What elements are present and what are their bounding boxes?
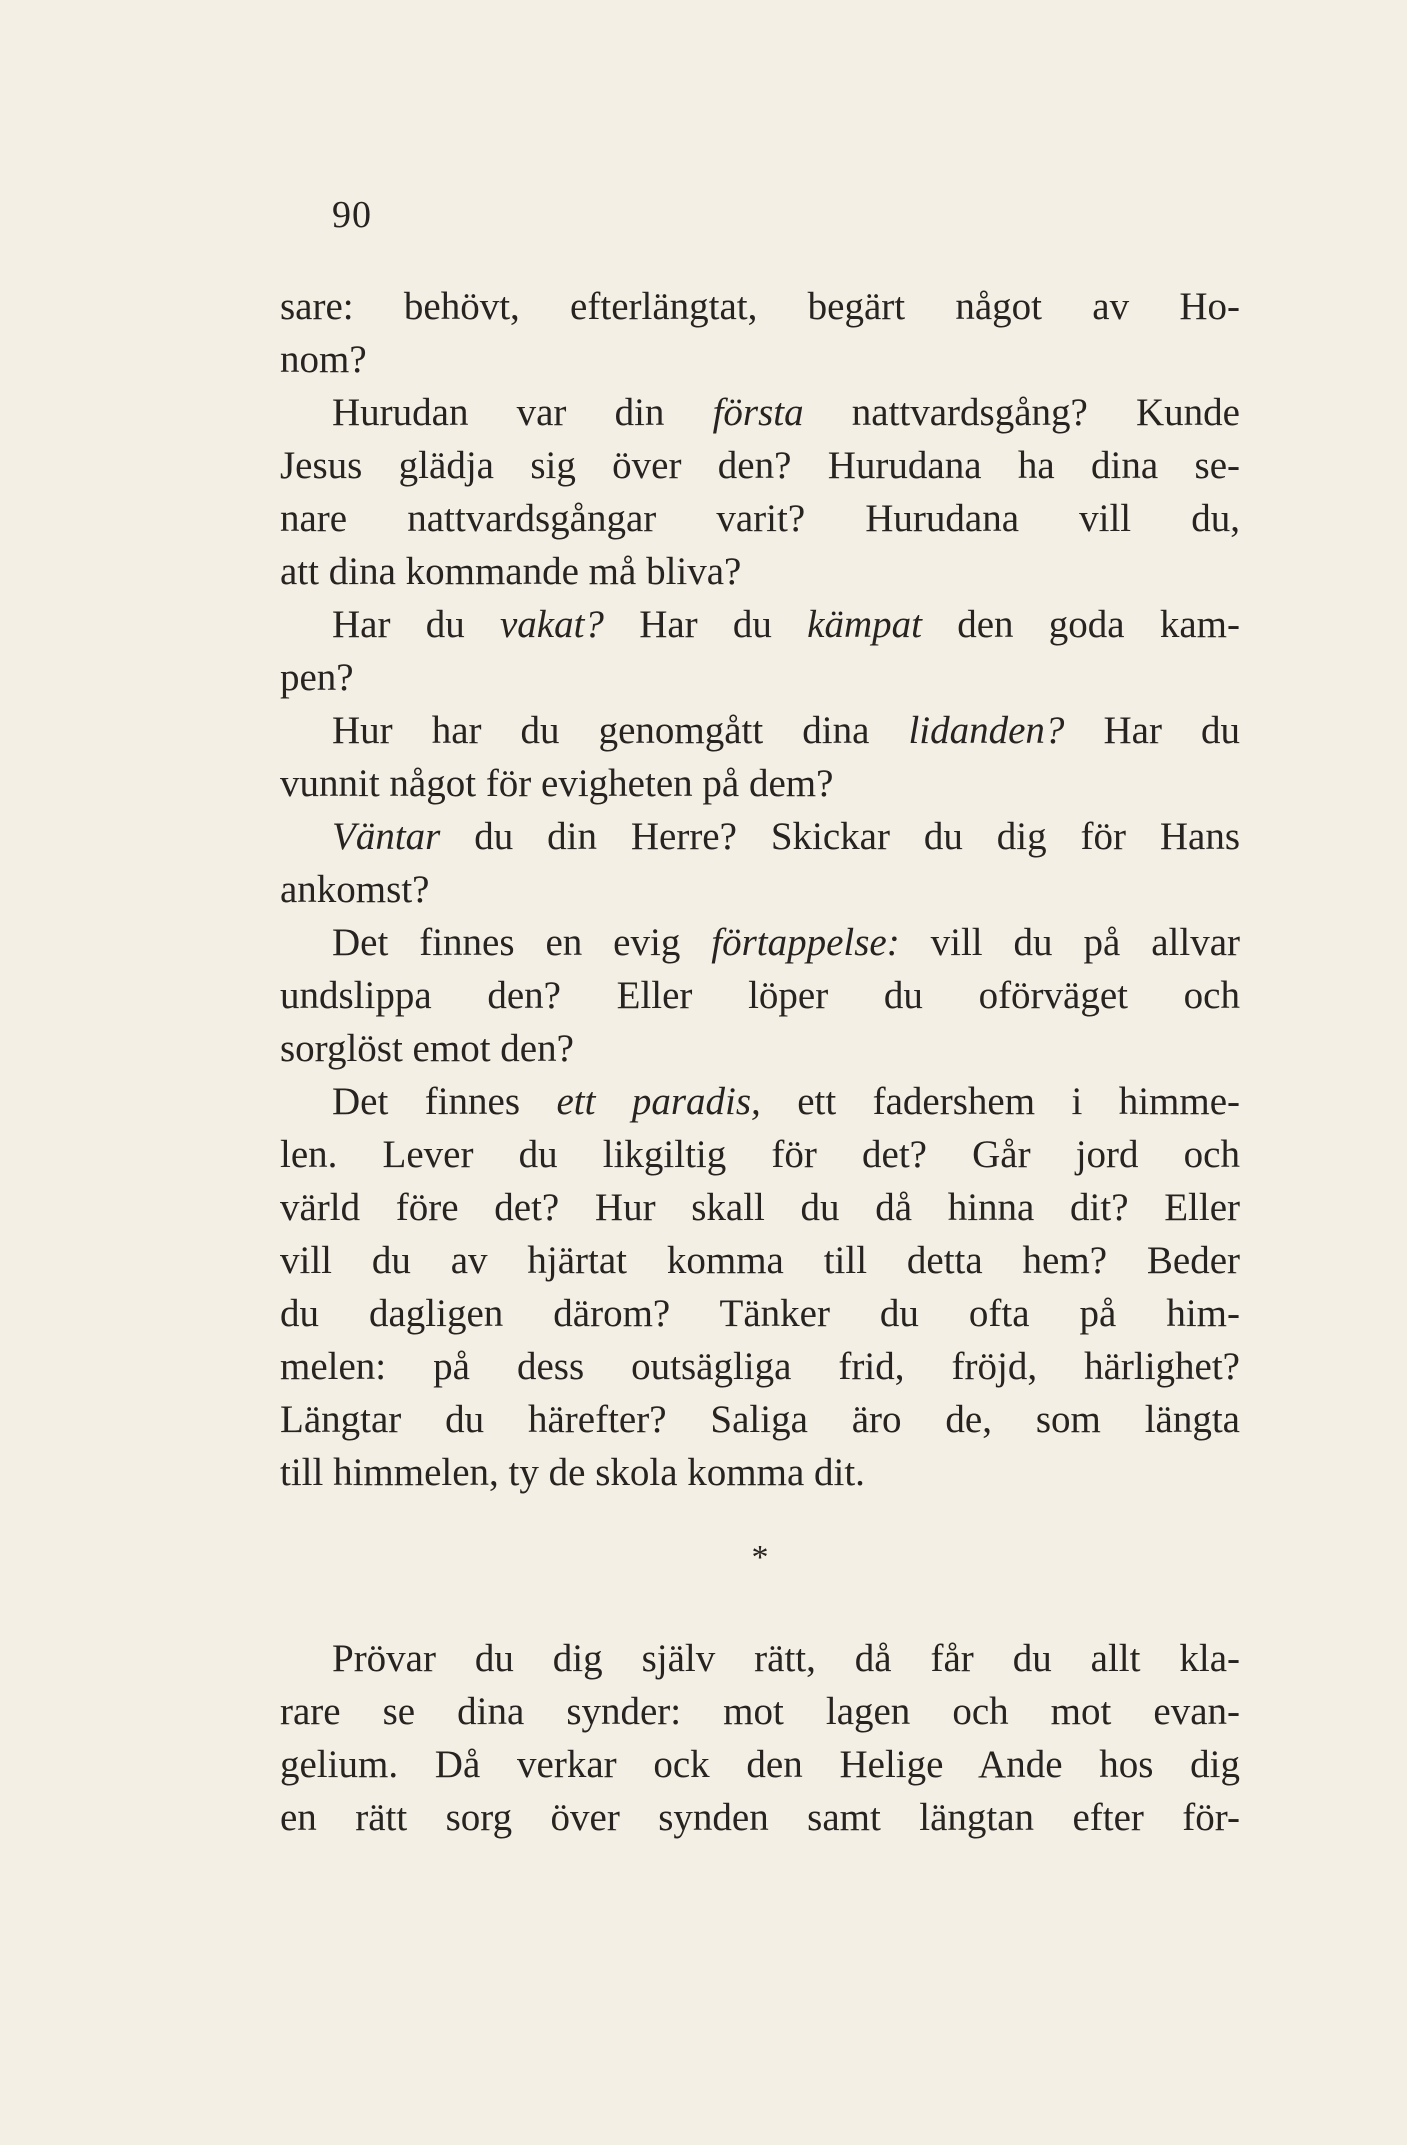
text-line: sorglöst emot den? bbox=[280, 1027, 574, 1070]
text-line: Har du vakat? Har du kämpat den goda kam- bbox=[332, 603, 1240, 646]
text-line: du dagligen därom? Tänker du ofta på him- bbox=[280, 1292, 1240, 1335]
text-block-questions bbox=[280, 280, 1240, 1499]
text-line: pen? bbox=[280, 656, 354, 699]
text-block-self-examination bbox=[280, 1632, 1240, 1844]
text-line: melen: på dess outsägliga frid, fröjd, härlighet? bbox=[280, 1345, 1240, 1388]
text-line: gelium. Då verkar ock den Helige Ande hos dig bbox=[280, 1743, 1240, 1786]
text-line: undslippa den? Eller löper du oförväget och bbox=[280, 974, 1240, 1017]
text-line: ankomst? bbox=[280, 868, 430, 911]
text-line: nare nattvardsgångar varit? Hurudana vill du, bbox=[280, 497, 1240, 540]
text-line: Väntar du din Herre? Skickar du dig för Hans bbox=[332, 815, 1240, 858]
text-line: Det finnes en evig förtappelse: vill du på allvar bbox=[332, 921, 1240, 964]
page-number: 90 bbox=[332, 194, 372, 236]
body-text bbox=[280, 280, 1240, 1844]
text-line: vunnit något för evigheten på dem? bbox=[280, 762, 834, 805]
text-line: att dina kommande må bliva? bbox=[280, 550, 742, 593]
text-line: Det finnes ett paradis, ett fadershem i himme- bbox=[332, 1080, 1240, 1123]
text-line: Längtar du härefter? Saliga äro de, som längta bbox=[280, 1398, 1240, 1441]
text-line: Prövar du dig själv rätt, då får du allt kla- bbox=[332, 1637, 1240, 1680]
text-line: Jesus glädja sig över den? Hurudana ha dina se- bbox=[280, 444, 1240, 487]
text-line: Hur har du genomgått dina lidanden? Har du bbox=[332, 709, 1240, 752]
text-line: vill du av hjärtat komma till detta hem? Beder bbox=[280, 1239, 1240, 1282]
text-line: len. Lever du likgiltig för det? Går jord och bbox=[280, 1133, 1240, 1176]
section-separator: * bbox=[751, 1539, 769, 1576]
text-line: värld före det? Hur skall du då hinna dit? Eller bbox=[280, 1186, 1240, 1229]
text-line: nom? bbox=[280, 338, 367, 381]
text-line: rare se dina synder: mot lagen och mot evan- bbox=[280, 1690, 1240, 1733]
text-line: Hurudan var din första nattvardsgång? Kunde bbox=[332, 391, 1240, 434]
text-line: sare: behövt, efterlängtat, begärt något av Ho- bbox=[280, 285, 1240, 328]
text-line: till himmelen, ty de skola komma dit. bbox=[280, 1451, 865, 1494]
text-line: en rätt sorg över synden samt längtan efter för- bbox=[280, 1796, 1240, 1839]
